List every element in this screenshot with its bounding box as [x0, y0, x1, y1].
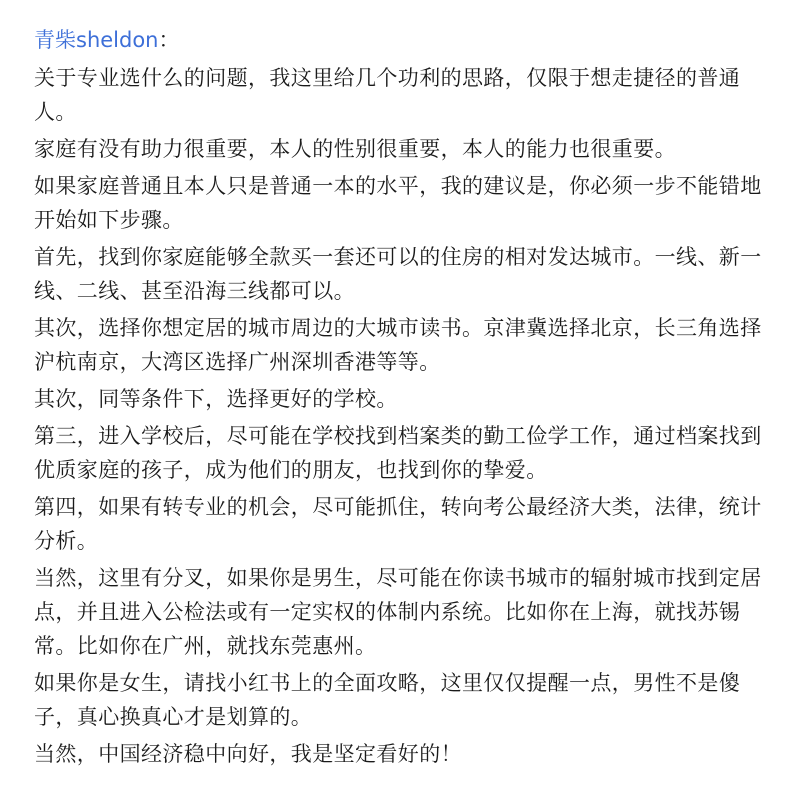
comment-paragraph: 关于专业选什么的问题，我这里给几个功利的思路，仅限于想走捷径的普通人。 [34, 66, 741, 124]
comment-paragraph: 第三，进入学校后，尽可能在学校找到档案类的勤工俭学工作，通过档案找到优质家庭的孩子，成为他们的朋友，也找到你的挚爱。 [34, 424, 762, 482]
comment-paragraph: 其次，选择你想定居的城市周边的大城市读书。京津冀选择北京，长三角选择沪杭南京，大湾区选择广州深圳香港等等。 [34, 316, 762, 374]
comment-block [34, 24, 774, 774]
comment-paragraph: 首先，找到你家庭能够全款买一套还可以的住房的相对发达城市。一线、新一线、二线、甚至沿海三线都可以。 [34, 245, 762, 303]
comment-paragraph: 如果你是女生，请找小红书上的全面攻略，这里仅仅提醒一点，男性不是傻子，真心换真心才是划算的。 [34, 671, 741, 729]
comment-paragraph: 第四，如果有转专业的机会，尽可能抓住，转向考公最经济大类，法律，统计分析。 [34, 495, 762, 553]
comment-paragraph: 家庭有没有助力很重要，本人的性别很重要，本人的能力也很重要。 [34, 137, 676, 161]
author-colon: ： [158, 28, 180, 52]
comment-paragraph: 如果家庭普通且本人只是普通一本的水平，我的建议是，你必须一步不能错地开始如下步骤。 [34, 174, 762, 232]
comment-header [34, 24, 774, 56]
author-name-link[interactable]: 青柴sheldon [34, 28, 159, 52]
comment-paragraph: 当然，这里有分叉，如果你是男生，尽可能在你读书城市的辐射城市找到定居点，并且进入公检法或有一定实权的体制内系统。比如你在上海，就找苏锡常。比如你在广州，就找东莞惠州。 [34, 566, 762, 658]
comment-paragraph: 当然，中国经济稳中向好，我是坚定看好的！ [34, 742, 462, 766]
comment-paragraph: 其次，同等条件下，选择更好的学校。 [34, 387, 398, 411]
